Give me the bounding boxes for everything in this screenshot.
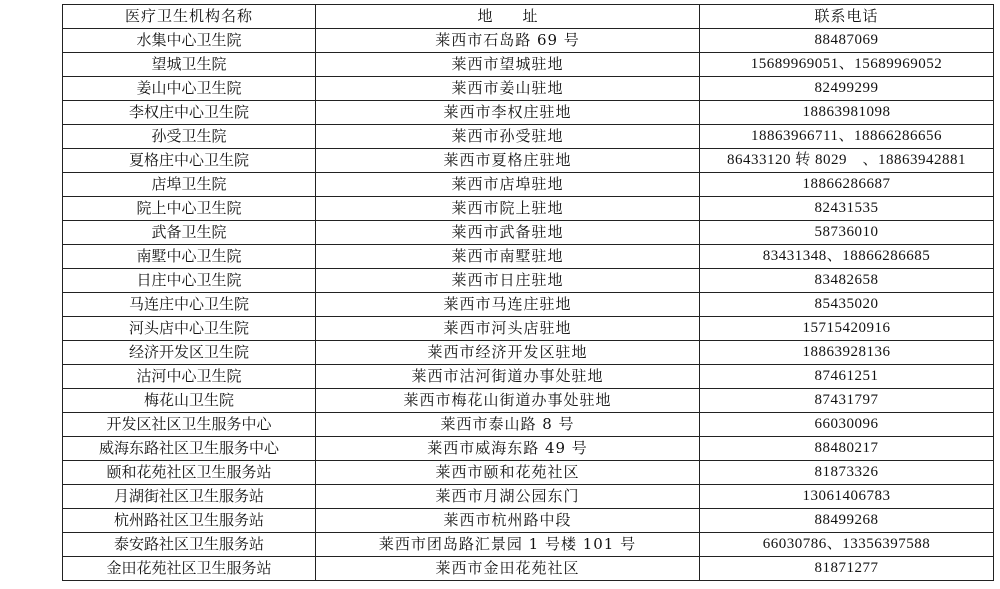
phone-cell: 15689969051、15689969052 — [700, 53, 994, 77]
institution-name-cell: 日庄中心卫生院 — [63, 269, 316, 293]
address-cell: 莱西市经济开发区驻地 — [316, 341, 700, 365]
medical-institution-table — [62, 4, 994, 581]
address-cell: 莱西市沽河街道办事处驻地 — [316, 365, 700, 389]
table-row — [63, 29, 994, 53]
institution-name-cell: 金田花苑社区卫生服务站 — [63, 557, 316, 581]
phone-cell: 87431797 — [700, 389, 994, 413]
table-row — [63, 509, 994, 533]
phone-cell: 66030096 — [700, 413, 994, 437]
table-row — [63, 101, 994, 125]
institution-name-cell: 杭州路社区卫生服务站 — [63, 509, 316, 533]
institution-name-cell: 马连庄中心卫生院 — [63, 293, 316, 317]
table-row — [63, 149, 994, 173]
table-row — [63, 293, 994, 317]
institution-name-cell: 望城卫生院 — [63, 53, 316, 77]
institution-name-cell: 夏格庄中心卫生院 — [63, 149, 316, 173]
table-row — [63, 389, 994, 413]
table-row — [63, 173, 994, 197]
address-cell: 莱西市泰山路 8 号 — [316, 413, 700, 437]
table-row — [63, 437, 994, 461]
table-row — [63, 317, 994, 341]
phone-cell: 87461251 — [700, 365, 994, 389]
phone-cell: 83431348、18866286685 — [700, 245, 994, 269]
phone-cell: 58736010 — [700, 221, 994, 245]
table-row — [63, 221, 994, 245]
institution-name-cell: 威海东路社区卫生服务中心 — [63, 437, 316, 461]
address-cell: 莱西市姜山驻地 — [316, 77, 700, 101]
header-row — [63, 5, 994, 29]
address-cell: 莱西市马连庄驻地 — [316, 293, 700, 317]
address-cell: 莱西市杭州路中段 — [316, 509, 700, 533]
table-body — [63, 29, 994, 581]
phone-cell: 82499299 — [700, 77, 994, 101]
address-cell: 莱西市团岛路汇景园 1 号楼 101 号 — [316, 533, 700, 557]
address-cell: 莱西市夏格庄驻地 — [316, 149, 700, 173]
address-cell: 莱西市李权庄驻地 — [316, 101, 700, 125]
table-row — [63, 461, 994, 485]
institution-name-cell: 沽河中心卫生院 — [63, 365, 316, 389]
institution-name-cell: 颐和花苑社区卫生服务站 — [63, 461, 316, 485]
phone-cell: 18863928136 — [700, 341, 994, 365]
table-row — [63, 533, 994, 557]
phone-cell: 81871277 — [700, 557, 994, 581]
institution-name-cell: 李权庄中心卫生院 — [63, 101, 316, 125]
table-row — [63, 557, 994, 581]
header-institution-name: 医疗卫生机构名称 — [63, 5, 316, 29]
phone-cell: 15715420916 — [700, 317, 994, 341]
table-row — [63, 77, 994, 101]
phone-cell: 66030786、13356397588 — [700, 533, 994, 557]
phone-cell: 83482658 — [700, 269, 994, 293]
phone-cell: 88480217 — [700, 437, 994, 461]
phone-cell: 18863981098 — [700, 101, 994, 125]
phone-cell: 18863966711、18866286656 — [700, 125, 994, 149]
table-row — [63, 245, 994, 269]
institution-name-cell: 店埠卫生院 — [63, 173, 316, 197]
institution-name-cell: 经济开发区卫生院 — [63, 341, 316, 365]
table-header — [63, 5, 994, 29]
address-cell: 莱西市南墅驻地 — [316, 245, 700, 269]
table-row — [63, 413, 994, 437]
address-cell: 莱西市梅花山街道办事处驻地 — [316, 389, 700, 413]
table-row — [63, 197, 994, 221]
address-cell: 莱西市望城驻地 — [316, 53, 700, 77]
phone-cell: 13061406783 — [700, 485, 994, 509]
institution-name-cell: 开发区社区卫生服务中心 — [63, 413, 316, 437]
address-cell: 莱西市院上驻地 — [316, 197, 700, 221]
address-cell: 莱西市金田花苑社区 — [316, 557, 700, 581]
institution-name-cell: 武备卫生院 — [63, 221, 316, 245]
table-row — [63, 53, 994, 77]
phone-cell: 82431535 — [700, 197, 994, 221]
phone-cell: 86433120 转 8029 、18863942881 — [700, 149, 994, 173]
table-row — [63, 341, 994, 365]
phone-cell: 81873326 — [700, 461, 994, 485]
table-row — [63, 365, 994, 389]
phone-cell: 85435020 — [700, 293, 994, 317]
address-cell: 莱西市月湖公园东门 — [316, 485, 700, 509]
address-cell: 莱西市颐和花苑社区 — [316, 461, 700, 485]
address-cell: 莱西市孙受驻地 — [316, 125, 700, 149]
institution-name-cell: 孙受卫生院 — [63, 125, 316, 149]
header-phone: 联系电话 — [700, 5, 994, 29]
address-cell: 莱西市日庄驻地 — [316, 269, 700, 293]
institution-name-cell: 梅花山卫生院 — [63, 389, 316, 413]
table-row — [63, 269, 994, 293]
institution-name-cell: 院上中心卫生院 — [63, 197, 316, 221]
institution-name-cell: 水集中心卫生院 — [63, 29, 316, 53]
address-cell: 莱西市河头店驻地 — [316, 317, 700, 341]
address-cell: 莱西市石岛路 69 号 — [316, 29, 700, 53]
address-cell: 莱西市武备驻地 — [316, 221, 700, 245]
institution-name-cell: 月湖街社区卫生服务站 — [63, 485, 316, 509]
institution-name-cell: 泰安路社区卫生服务站 — [63, 533, 316, 557]
address-cell: 莱西市店埠驻地 — [316, 173, 700, 197]
phone-cell: 88499268 — [700, 509, 994, 533]
institution-name-cell: 河头店中心卫生院 — [63, 317, 316, 341]
phone-cell: 88487069 — [700, 29, 994, 53]
header-address: 地 址 — [316, 5, 700, 29]
phone-cell: 18866286687 — [700, 173, 994, 197]
institution-name-cell: 南墅中心卫生院 — [63, 245, 316, 269]
institution-name-cell: 姜山中心卫生院 — [63, 77, 316, 101]
table-row — [63, 125, 994, 149]
table-row — [63, 485, 994, 509]
address-cell: 莱西市威海东路 49 号 — [316, 437, 700, 461]
